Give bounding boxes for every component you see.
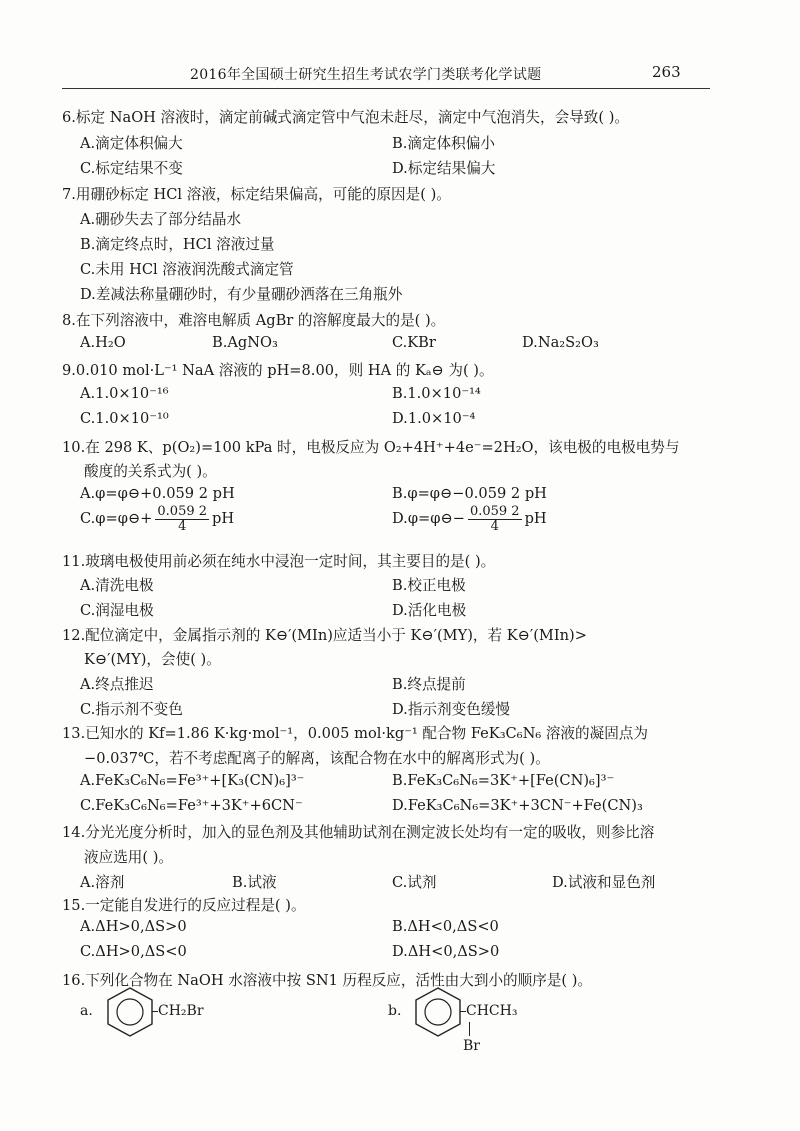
structure-a-group: CH₂Br <box>158 1003 204 1019</box>
question-14-option-c: C.试剂 <box>392 874 437 891</box>
option-c-suffix: pH <box>212 510 235 528</box>
question-11-stem: 11.玻璃电极使用前必须在纯水中浸泡一定时间，其主要目的是( )。 <box>62 553 496 570</box>
question-10-option-c <box>80 505 234 533</box>
question-6-option-d: D.标定结果偏大 <box>392 160 496 177</box>
fraction-numerator: 0.059 2 <box>469 504 520 519</box>
header-rule <box>62 88 710 89</box>
question-10-option-d <box>392 505 547 533</box>
question-13-stem-cont: −0.037℃，若不考虑配离子的解离，该配合物在水中的解离形式为( )。 <box>84 750 550 767</box>
question-13-option-d: D.FeK₃C₆N₆=3K⁺+3CN⁻+Fe(CN)₃ <box>392 797 643 814</box>
question-9-option-d: D.1.0×10⁻⁴ <box>392 410 476 427</box>
bond-b-vertical <box>469 1022 470 1036</box>
question-6-option-b: B.滴定体积偏小 <box>392 135 495 152</box>
question-9-option-c: C.1.0×10⁻¹⁰ <box>80 410 169 427</box>
question-10-stem: 10.在 298 K、p(O₂)=100 kPa 时，电极反应为 O₂+4H⁺+4e⁻=2H₂O，该电极的电极电势与 <box>62 439 680 456</box>
question-12-option-d: D.指示剂变色缓慢 <box>392 701 510 718</box>
option-c-prefix: C.φ=φ⊖+ <box>80 510 153 528</box>
question-15-stem: 15.一定能自发进行的反应过程是( )。 <box>62 897 306 914</box>
question-7-option-a: A.硼砂失去了部分结晶水 <box>80 211 242 228</box>
question-13-stem: 13.已知水的 Kf=1.86 K·kg·mol⁻¹，0.005 mol·kg⁻¹ 配合物 FeK₃C₆N₆ 溶液的凝固点为 <box>62 725 648 742</box>
question-7-option-c: C.未用 HCl 溶液润洗酸式滴定管 <box>80 261 294 278</box>
option-d-suffix: pH <box>524 510 547 528</box>
question-15-option-c: C.ΔH>0,ΔS<0 <box>80 943 187 960</box>
header-title: 2016年全国硕士研究生招生考试农学门类联考化学试题 <box>190 67 542 83</box>
question-12-option-b: B.终点提前 <box>392 676 466 693</box>
question-13-option-a: A.FeK₃C₆N₆=Fe³⁺+[K₃(CN)₆]³⁻ <box>80 772 305 789</box>
question-9-stem: 9.0.010 mol·L⁻¹ NaA 溶液的 pH=8.00，则 HA 的 Kₐ⊖ 为( )。 <box>62 362 494 379</box>
question-8-option-b: B.AgNO₃ <box>212 334 278 351</box>
question-12-option-a: A.终点推迟 <box>80 676 154 693</box>
fraction-numerator: 0.059 2 <box>157 504 208 519</box>
question-14-stem-cont: 液应选用( )。 <box>84 849 173 866</box>
question-10-option-a: A.φ=φ⊖+0.059 2 pH <box>80 485 235 502</box>
fraction <box>155 505 209 533</box>
fraction <box>468 505 522 533</box>
question-12-stem: 12.配位滴定中，金属指示剂的 K⊖′(MIn)应适当小于 K⊖′(MY)，若 K⊖′(MIn)> <box>62 627 587 644</box>
option-d-prefix: D.φ=φ⊖− <box>392 510 465 528</box>
question-8-option-c: C.KBr <box>392 334 436 351</box>
question-6-option-c: C.标定结果不变 <box>80 160 183 177</box>
question-8-option-a: A.H₂O <box>80 334 126 351</box>
benzene-ring-a-icon <box>100 985 160 1037</box>
question-9-option-a: A.1.0×10⁻¹⁶ <box>80 385 169 402</box>
question-11-option-b: B.校正电极 <box>392 577 466 594</box>
question-8-option-d: D.Na₂S₂O₃ <box>522 334 599 351</box>
fraction-denominator: 4 <box>490 518 499 534</box>
question-6-stem: 6.标定 NaOH 溶液时，滴定前碱式滴定管中气泡未赶尽，滴定中气泡消失，会导致( )。 <box>62 109 629 126</box>
question-15-option-b: B.ΔH<0,ΔS<0 <box>392 918 499 935</box>
question-6-option-a: A.滴定体积偏大 <box>80 135 183 152</box>
question-7-stem: 7.用硼砂标定 HCl 溶液，标定结果偏高，可能的原因是( )。 <box>62 186 451 203</box>
structure-b-substituent: Br <box>463 1038 480 1054</box>
question-11-option-c: C.润湿电极 <box>80 602 154 619</box>
question-7-option-d: D.差减法称量硼砂时，有少量硼砂洒落在三角瓶外 <box>80 286 403 303</box>
question-14-option-d: D.试液和显色剂 <box>552 874 656 891</box>
question-13-option-c: C.FeK₃C₆N₆=Fe³⁺+3K⁺+6CN⁻ <box>80 797 303 814</box>
question-7-option-b: B.滴定终点时，HCl 溶液过量 <box>80 236 275 253</box>
structure-b-label: b. <box>388 1003 402 1019</box>
question-14-option-b: B.试液 <box>232 874 277 891</box>
question-8-stem: 8.在下列溶液中，难溶电解质 AgBr 的溶解度最大的是( )。 <box>62 312 446 329</box>
question-14-option-a: A.溶剂 <box>80 874 125 891</box>
question-15-option-a: A.ΔH>0,ΔS>0 <box>80 918 187 935</box>
page-number: 263 <box>652 63 681 81</box>
benzene-ring-b-icon <box>408 985 468 1037</box>
question-16-stem: 16.下列化合物在 NaOH 水溶液中按 SN1 历程反应，活性由大到小的顺序是( )。 <box>62 972 593 989</box>
question-9-option-b: B.1.0×10⁻¹⁴ <box>392 385 481 402</box>
fraction-denominator: 4 <box>178 518 187 534</box>
structure-b-group: CHCH₃ <box>466 1003 518 1019</box>
question-11-option-a: A.清洗电极 <box>80 577 154 594</box>
question-15-option-d: D.ΔH<0,ΔS>0 <box>392 943 500 960</box>
question-14-stem: 14.分光光度分析时，加入的显色剂及其他辅助试剂在测定波长处均有一定的吸收，则参比溶 <box>62 824 655 841</box>
question-10-option-b: B.φ=φ⊖−0.059 2 pH <box>392 485 547 502</box>
question-13-option-b: B.FeK₃C₆N₆=3K⁺+[Fe(CN)₆]³⁻ <box>392 772 615 789</box>
question-12-stem-cont: K⊖′(MY)，会使( )。 <box>84 651 221 668</box>
structure-a-label: a. <box>80 1003 93 1019</box>
question-12-option-c: C.指示剂不变色 <box>80 701 183 718</box>
question-10-stem-cont: 酸度的关系式为( )。 <box>84 463 217 480</box>
question-11-option-d: D.活化电极 <box>392 602 467 619</box>
